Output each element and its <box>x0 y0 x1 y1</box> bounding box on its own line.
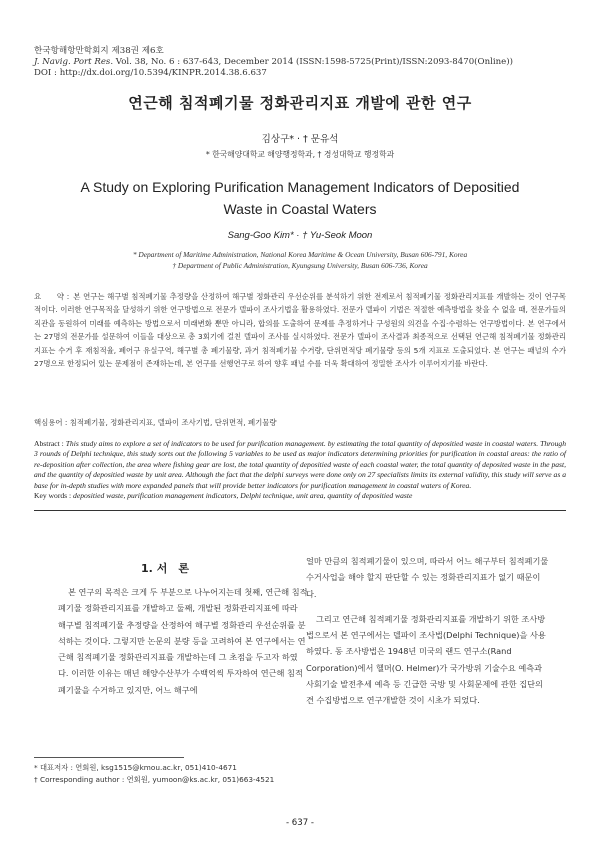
english-keywords <box>34 491 566 500</box>
journal-citation: Vol. 38, No. 6 : 637-643, December 2014 (ISSN:1598-5725(Print)/ISSN:2093-8470(Online)) <box>113 57 513 67</box>
english-abstract-body: This study aims to explore a set of indicators to be used for purification management. by estimating the total quantity of depositied waste in coastal waters. Through 3 rounds of Delphi technique, this study sorts out the following 5 variables to be used as major indicators determining priorities for purification in coastal areas: the ratio of re-deposition after collection, the area where fishing gear are lost, the total quantity of depositied waste of each coastal water, the total quantity of deposited waste in the past, and the quantity of depositied waste by unit area. Although the fact that the delphi surveys were done only on 27 specialists limits its external validity, this study will serve as a base for in-depth studies with more expanded panels that will provide better indicators for purification management in coastal waters of Korea. <box>34 439 566 490</box>
footnote-author: * 대표저자 : 연회원, ksg1515@kmou.ac.kr, 051)410-4671 <box>34 763 237 772</box>
english-abstract <box>34 439 566 491</box>
korean-abstract <box>34 290 566 370</box>
abstract-divider <box>34 510 566 511</box>
page-number: - 637 - <box>285 818 315 828</box>
left-column <box>58 584 308 707</box>
footnotes <box>34 762 334 786</box>
english-authors: Sang-Goo Kim* · † Yu-Seok Moon <box>227 230 373 241</box>
english-keywords-label: Key words : <box>34 491 74 500</box>
journal-header-line2 <box>34 57 513 68</box>
korean-abstract-label: 요 약 : <box>34 292 70 301</box>
journal-name: J. Navig. Port Res. <box>34 57 114 67</box>
english-title: A Study on Exploring Purification Management Indicators of Depositied Waste in Coastal Waters <box>80 179 520 217</box>
footnote-corresponding: † Corresponding author : 연회원, yumoon@ks.ac.kr, 051)663-4521 <box>34 775 275 784</box>
english-abstract-label: Abstract : <box>34 439 66 448</box>
korean-keywords: 핵심용어 : 침적폐기물, 정화관리지표, 델파이 조사기법, 단위면적, 폐기물량 <box>34 418 277 427</box>
korean-authors: 김상구* · † 문유석 <box>261 134 339 145</box>
korean-affiliations: * 한국해양대학교 해양행정학과, † 경성대학교 행정학과 <box>205 150 395 159</box>
korean-abstract-body: 본 연구는 해구별 침적폐기물 추정량을 산정하여 해구별 정화관리 우선순위를 분석하기 위한 전제로서 침적폐기물 정화관리지표를 개발하는 것이 연구목적이다. 이러한 연구목적을 달성하기 위한 연구방법으로 전문가 델파이 조사기법을 활용하였다. 전문가 델파이 기법은 적절한 예측방법을 찾을 수 없을 때, 전문가들의 직관을 동원하여 미래를 예측하는 방법으로서 미래변화 뿐만 아니라, 합의를 도출하여 문제를 추정하거나 구성원의 의견을 수집·수렴하는 연구방법이다. 본 연구에서는 27명의 전문가를 설문하여 이들을 대상으로 총 3회기에 걸친 델파이 조사를 실시하였다. 전문가 델파이 조사결과 최종적으로 선택된 연근해 침적폐기물 정화관리지표는 수거 후 재침적율, 폐어구 유실구역, 해구별 총 폐기물량, 과거 침적폐기물 수거량, 단위면적당 폐기물량 등의 5개 지표로 도출되었다. 본 연구는 패널의 수가 27명으로 한정되어 있는 문제점이 존재하는데, 본 연구를 선행연구로 하여 향후 패널 수를 더욱 확대하여 정밀한 조사가 이루어지기를 바란다. <box>34 292 566 369</box>
body-paragraph: 얼마 만큼의 침적폐기물이 있으며, 따라서 어느 해구부터 침적폐기물 수거사업을 해야 할지 판단할 수 있는 정화관리지표가 없기 때문이다. <box>306 556 549 599</box>
body-paragraph: 그리고 연근해 침적폐기물 정화관리지표를 개발하기 위한 조사방법으로서 본 연구에서는 델파이 조사법(Delphi Technique)을 사용하였다. 동 조사방법은 1948년 미국의 랜드 연구소(Rand Corporation)에서 헬머(O. Helmer)가 국가방위 기술수요 예측과 사회기술 발전추세 예측 등 긴급한 국방 및 사회문제에 관한 집단의견 수집방법으로 연구개발한 것이 시초가 되었다. <box>306 613 546 706</box>
footnote-divider <box>34 757 184 758</box>
affiliation-line-2: † Department of Public Administration, Kyungsung University, Busan 606-736, Korea <box>172 261 428 270</box>
english-keywords-body: depositied waste, purification management indicators, Delphi technique, unit area, quantity of depositied waste <box>73 491 413 500</box>
right-column <box>306 553 550 718</box>
english-affiliations <box>0 249 600 271</box>
journal-doi[interactable]: DOI : http://dx.doi.org/10.5394/KINPR.2014.38.6.637 <box>34 68 267 78</box>
journal-header-line1: 한국항해항만학회지 제38권 제6호 <box>34 46 164 56</box>
korean-title: 연근해 침적폐기물 정화관리지표 개발에 관한 연구 <box>128 94 472 112</box>
journal-header <box>34 46 513 79</box>
body-paragraph: 본 연구의 목적은 크게 두 부분으로 나누어지는데 첫째, 연근해 침적폐기물 정화관리지표를 개발하고 둘째, 개발된 정화관리지표에 따라 해구별 침적폐기물 추정량을 산정하여 해구별 정화관리 우선순위를 분석하는 것이다. 그렇지만 논문의 분량 등을 고려하여 본 연구에서는 연근해 침적폐기물 정화관리지표를 개발하는데 그 초점을 두고자 하였다. 이러한 이유는 매년 해양수산부가 수백억씩 투자하여 연근해 침적폐기물을 수거하고 있지만, 어느 해구에 <box>58 587 308 695</box>
section-heading-introduction: 1. 서 론 <box>141 562 189 575</box>
affiliation-line-1: * Department of Maritime Administration, National Korea Maritime & Ocean University, Busan 606-791, Korea <box>132 250 468 259</box>
